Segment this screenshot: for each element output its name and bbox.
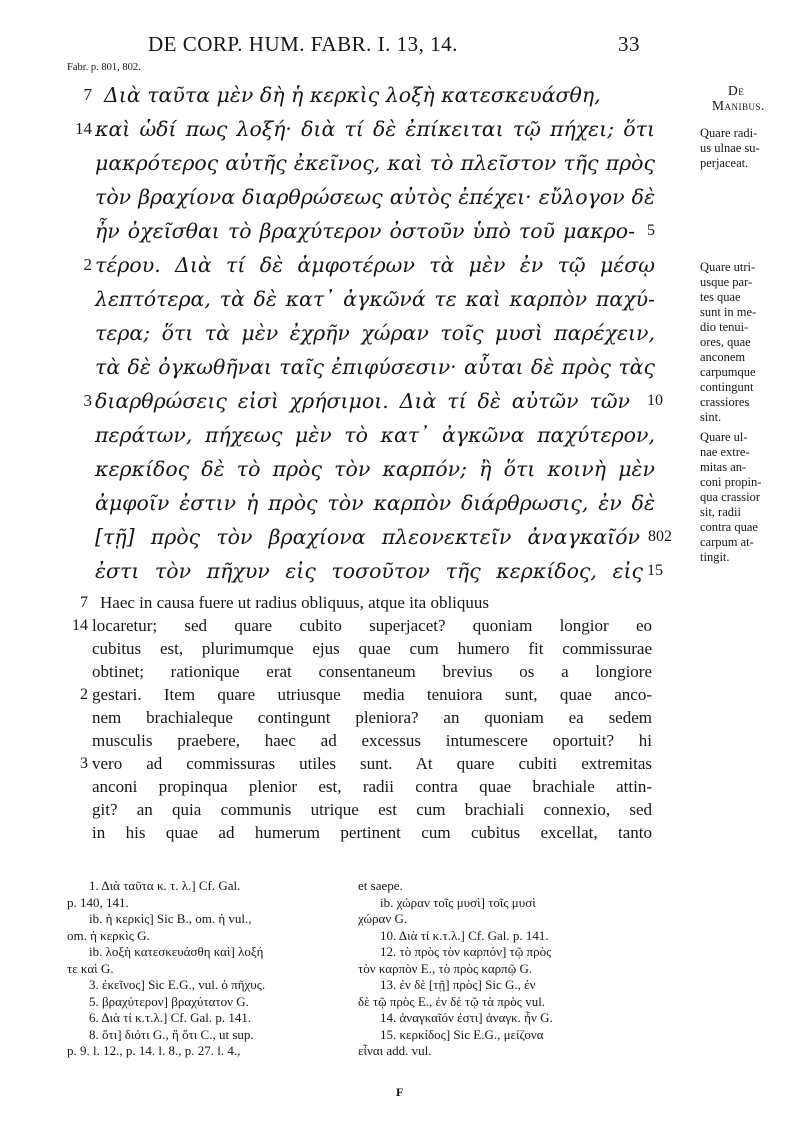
footnote-line: ib. ἡ κερκὶς] Sic B., om. ἡ vul., — [89, 911, 252, 926]
footnote-line: 15. κερκίδος] Sic E.G., μείζονα — [380, 1026, 544, 1042]
latin-line: obtinet; rationique erat consentaneum brevius os a longiore — [92, 662, 652, 681]
greek-line: λεπτότερα, τὰ δὲ κατ᾽ ἀγκῶνά τε καὶ καρπὸν παχύ- — [95, 287, 655, 311]
footnote-line: om. ἡ κερκὶς G. — [67, 927, 150, 943]
fabrica-reference: Fabr. p. 801, 802. — [67, 62, 141, 73]
footnote-line: τε καὶ G. — [67, 960, 114, 976]
latin-section-number: 2 — [80, 686, 88, 703]
side-note-line: tingit. — [700, 550, 730, 564]
greek-line: καὶ ὡδί πως λοξή· διὰ τί δὲ ἐπίκειται τῷ πήχει; ὅτι — [95, 117, 655, 141]
side-note-line: contingunt — [700, 380, 754, 394]
footnote-line: 12. τὸ πρὸς τὸν καρπόν] τῷ πρὸς — [380, 944, 552, 959]
greek-line: μακρότερος αὐτῆς ἐκεῖνος, καὶ τὸ πλεῖστον τῆς πρὸς — [95, 151, 655, 175]
side-note-line: anconem — [700, 350, 746, 364]
footnote-line: ib. λοξὴ κατεσκευάσθη καὶ] λοξή — [89, 944, 264, 959]
signature-mark: F — [396, 1085, 404, 1099]
greek-chapter-number: 7 — [83, 85, 92, 104]
footnote-line: p. 140, 141. — [67, 894, 129, 910]
footnote-line: 14. ἀναγκαῖόν ἐστι] ἀναγκ. ἦν G. — [380, 1010, 553, 1025]
side-note-line: Quare ul- — [700, 430, 748, 444]
side-note-line: carpumque — [700, 365, 756, 379]
greek-line: τερα; ὅτι τὰ μὲν ἐχρῆν χώραν τοῖς μυσὶ παρέχειν, — [95, 321, 655, 345]
side-note-line: ores, quae — [700, 335, 751, 349]
greek-line: [τῇ] πρὸς τὸν βραχίονα πλεονεκτεῖν ἀναγκαῖόν — [95, 525, 640, 549]
side-note-line: contra quae — [700, 520, 758, 534]
footnote-line: ib. χώραν τοῖς μυσὶ] τοῖς μυσὶ — [380, 894, 536, 910]
side-note-line: us ulnae su- — [700, 141, 760, 155]
side-note — [700, 260, 795, 425]
greek-line: ἀμφοῖν ἐστιν ἡ πρὸς τὸν καρπὸν διάρθρωσις, ἐν δὲ — [95, 491, 655, 515]
greek-line: τὰ δὲ ὀγκωθῆναι ταῖς ἐπιφύσεσιν· αὗται δὲ πρὸς τὰς — [95, 355, 655, 379]
footnote-line: 10. Διὰ τί κ.τ.λ.] Cf. Gal. p. 141. — [380, 927, 549, 943]
side-note-heading — [700, 83, 795, 113]
side-note-line: perjaceat. — [700, 156, 749, 170]
side-note-line: dio tenui- — [700, 320, 749, 334]
greek-line: Διὰ ταῦτα μὲν δὴ ἡ κερκὶς λοξὴ κατεσκευάσθη, — [104, 83, 601, 107]
side-note-line: sit, radii — [700, 505, 741, 519]
page-number: 33 — [618, 32, 640, 56]
line-number: 5 — [647, 222, 655, 239]
latin-line: locaretur; sed quare cubito superjacet? quoniam longior eo — [92, 616, 652, 635]
side-heading-line: De — [728, 83, 745, 98]
running-title: DE CORP. HUM. FABR. I. 13, 14. — [148, 32, 458, 56]
greek-section-number: 2 — [83, 255, 92, 274]
greek-line: τέρου. Διὰ τί δὲ ἀμφοτέρων τὰ μὲν ἐν τῷ μέσῳ — [95, 253, 655, 277]
side-note-line: carpum at- — [700, 535, 754, 549]
latin-section-number: 3 — [80, 755, 88, 772]
line-number: 10 — [647, 392, 663, 409]
footnote-line: 13. ἐν δὲ [τῇ] πρὸς] Sic G., ἐν — [380, 977, 536, 992]
greek-line: περάτων, πήχεως μὲν τὸ κατ᾽ ἀγκῶνα παχύτερον, — [95, 423, 655, 447]
side-note-line: sunt in me- — [700, 305, 757, 319]
footnote-line: 5. βραχύτερον] βραχύτατον G. — [89, 993, 249, 1009]
side-note-line: tes quae — [700, 290, 741, 304]
fabrica-page-marker: 802 — [648, 528, 672, 545]
greek-line: διαρθρώσεις εἰσὶ χρήσιμοι. Διὰ τί δὲ αὐτῶν τῶν — [95, 389, 630, 413]
footnote-line: δὲ τῷ πρὸς E., ἐν δὲ τῷ τὰ πρὸς vul. — [358, 993, 546, 1009]
footnotes-right-column — [358, 878, 658, 1060]
latin-section-number: 14 — [72, 617, 88, 634]
latin-line: in his quae ad humerum pertinent cum cubitus excellat, tanto — [92, 823, 652, 842]
greek-line: ἐστι τὸν πῆχυν εἰς τοσοῦτον τῆς κερκίδος, εἰς — [95, 559, 643, 583]
latin-line: git? an quia communis utrique est cum brachiali connexio, sed — [92, 800, 652, 819]
greek-line: ἦν ὀχεῖσθαι τὸ βραχύτερον ὀστοῦν ὑπὸ τοῦ μακρο- — [95, 219, 635, 243]
side-note-line: mitas an- — [700, 460, 747, 474]
footnote-line: et saepe. — [358, 878, 403, 893]
footnotes-left-column — [67, 878, 353, 1060]
footnote-line: εἶναι add. vul. — [358, 1043, 432, 1058]
latin-line: musculis praebere, haec ad excessus intumescere oportuit? hi — [92, 731, 652, 750]
footnote-line: 6. Διὰ τί κ.τ.λ.] Cf. Gal. p. 141. — [89, 1010, 252, 1025]
side-note-line: qua crassior — [700, 490, 761, 504]
running-head — [0, 30, 800, 60]
footnote-line: 3. ἐκεῖνος] Sic E.G., vul. ὁ πῆχυς. — [89, 977, 266, 992]
side-note-line: nae extre- — [700, 445, 750, 459]
footnote-line: p. 9. l. 12., p. 14. l. 8., p. 27. l. 4., — [67, 1043, 241, 1058]
side-heading-line: Manibus. — [712, 98, 765, 113]
latin-line: gestari. Item quare utriusque media tenuiora sunt, quae anco- — [92, 685, 652, 704]
side-note-line: coni propin- — [700, 475, 762, 489]
greek-section-number: 14 — [75, 119, 92, 138]
latin-line: Haec in causa fuere ut radius obliquus, atque ita obliquus — [100, 593, 489, 612]
side-note-line: Quare utri- — [700, 260, 756, 274]
latin-chapter-number: 7 — [80, 594, 88, 611]
footnote-line: χώραν G. — [358, 911, 408, 926]
line-number: 15 — [647, 562, 663, 579]
greek-line: τὸν βραχίονα διαρθρώσεως αὐτὸς ἐπέχει· εὔλογον δὲ — [95, 185, 655, 209]
side-note-line: crassiores — [700, 395, 750, 409]
side-note — [700, 126, 795, 171]
side-note-line: usque par- — [700, 275, 753, 289]
greek-section-number: 3 — [83, 391, 92, 410]
footnote-line: τὸν καρπὸν E., τὸ πρὸς καρπῷ G. — [358, 960, 533, 976]
side-note-line: Quare radi- — [700, 126, 758, 140]
latin-line: vero ad commissuras utiles sunt. At quare cubiti extremitas — [92, 754, 652, 773]
footnote-line: 8. ὅτι] διότι G., ἢ ὅτι C., ut sup. — [89, 1026, 254, 1042]
latin-line: nem brachialeque contingunt pleniora? an quoniam ea sedem — [92, 708, 652, 727]
side-note — [700, 430, 795, 565]
latin-line: cubitus est, plurimumque ejus quae cum humero fit commissurae — [92, 639, 652, 658]
latin-line: anconi propinqua plenior est, radii contra quae brachiale attin- — [92, 777, 652, 796]
footnote-line: 1. Διὰ ταῦτα κ. τ. λ.] Cf. Gal. — [89, 878, 241, 893]
side-note-line: sint. — [700, 410, 722, 424]
greek-line: κερκίδος δὲ τὸ πρὸς τὸν καρπόν; ἢ ὅτι κοινὴ μὲν — [95, 457, 655, 481]
